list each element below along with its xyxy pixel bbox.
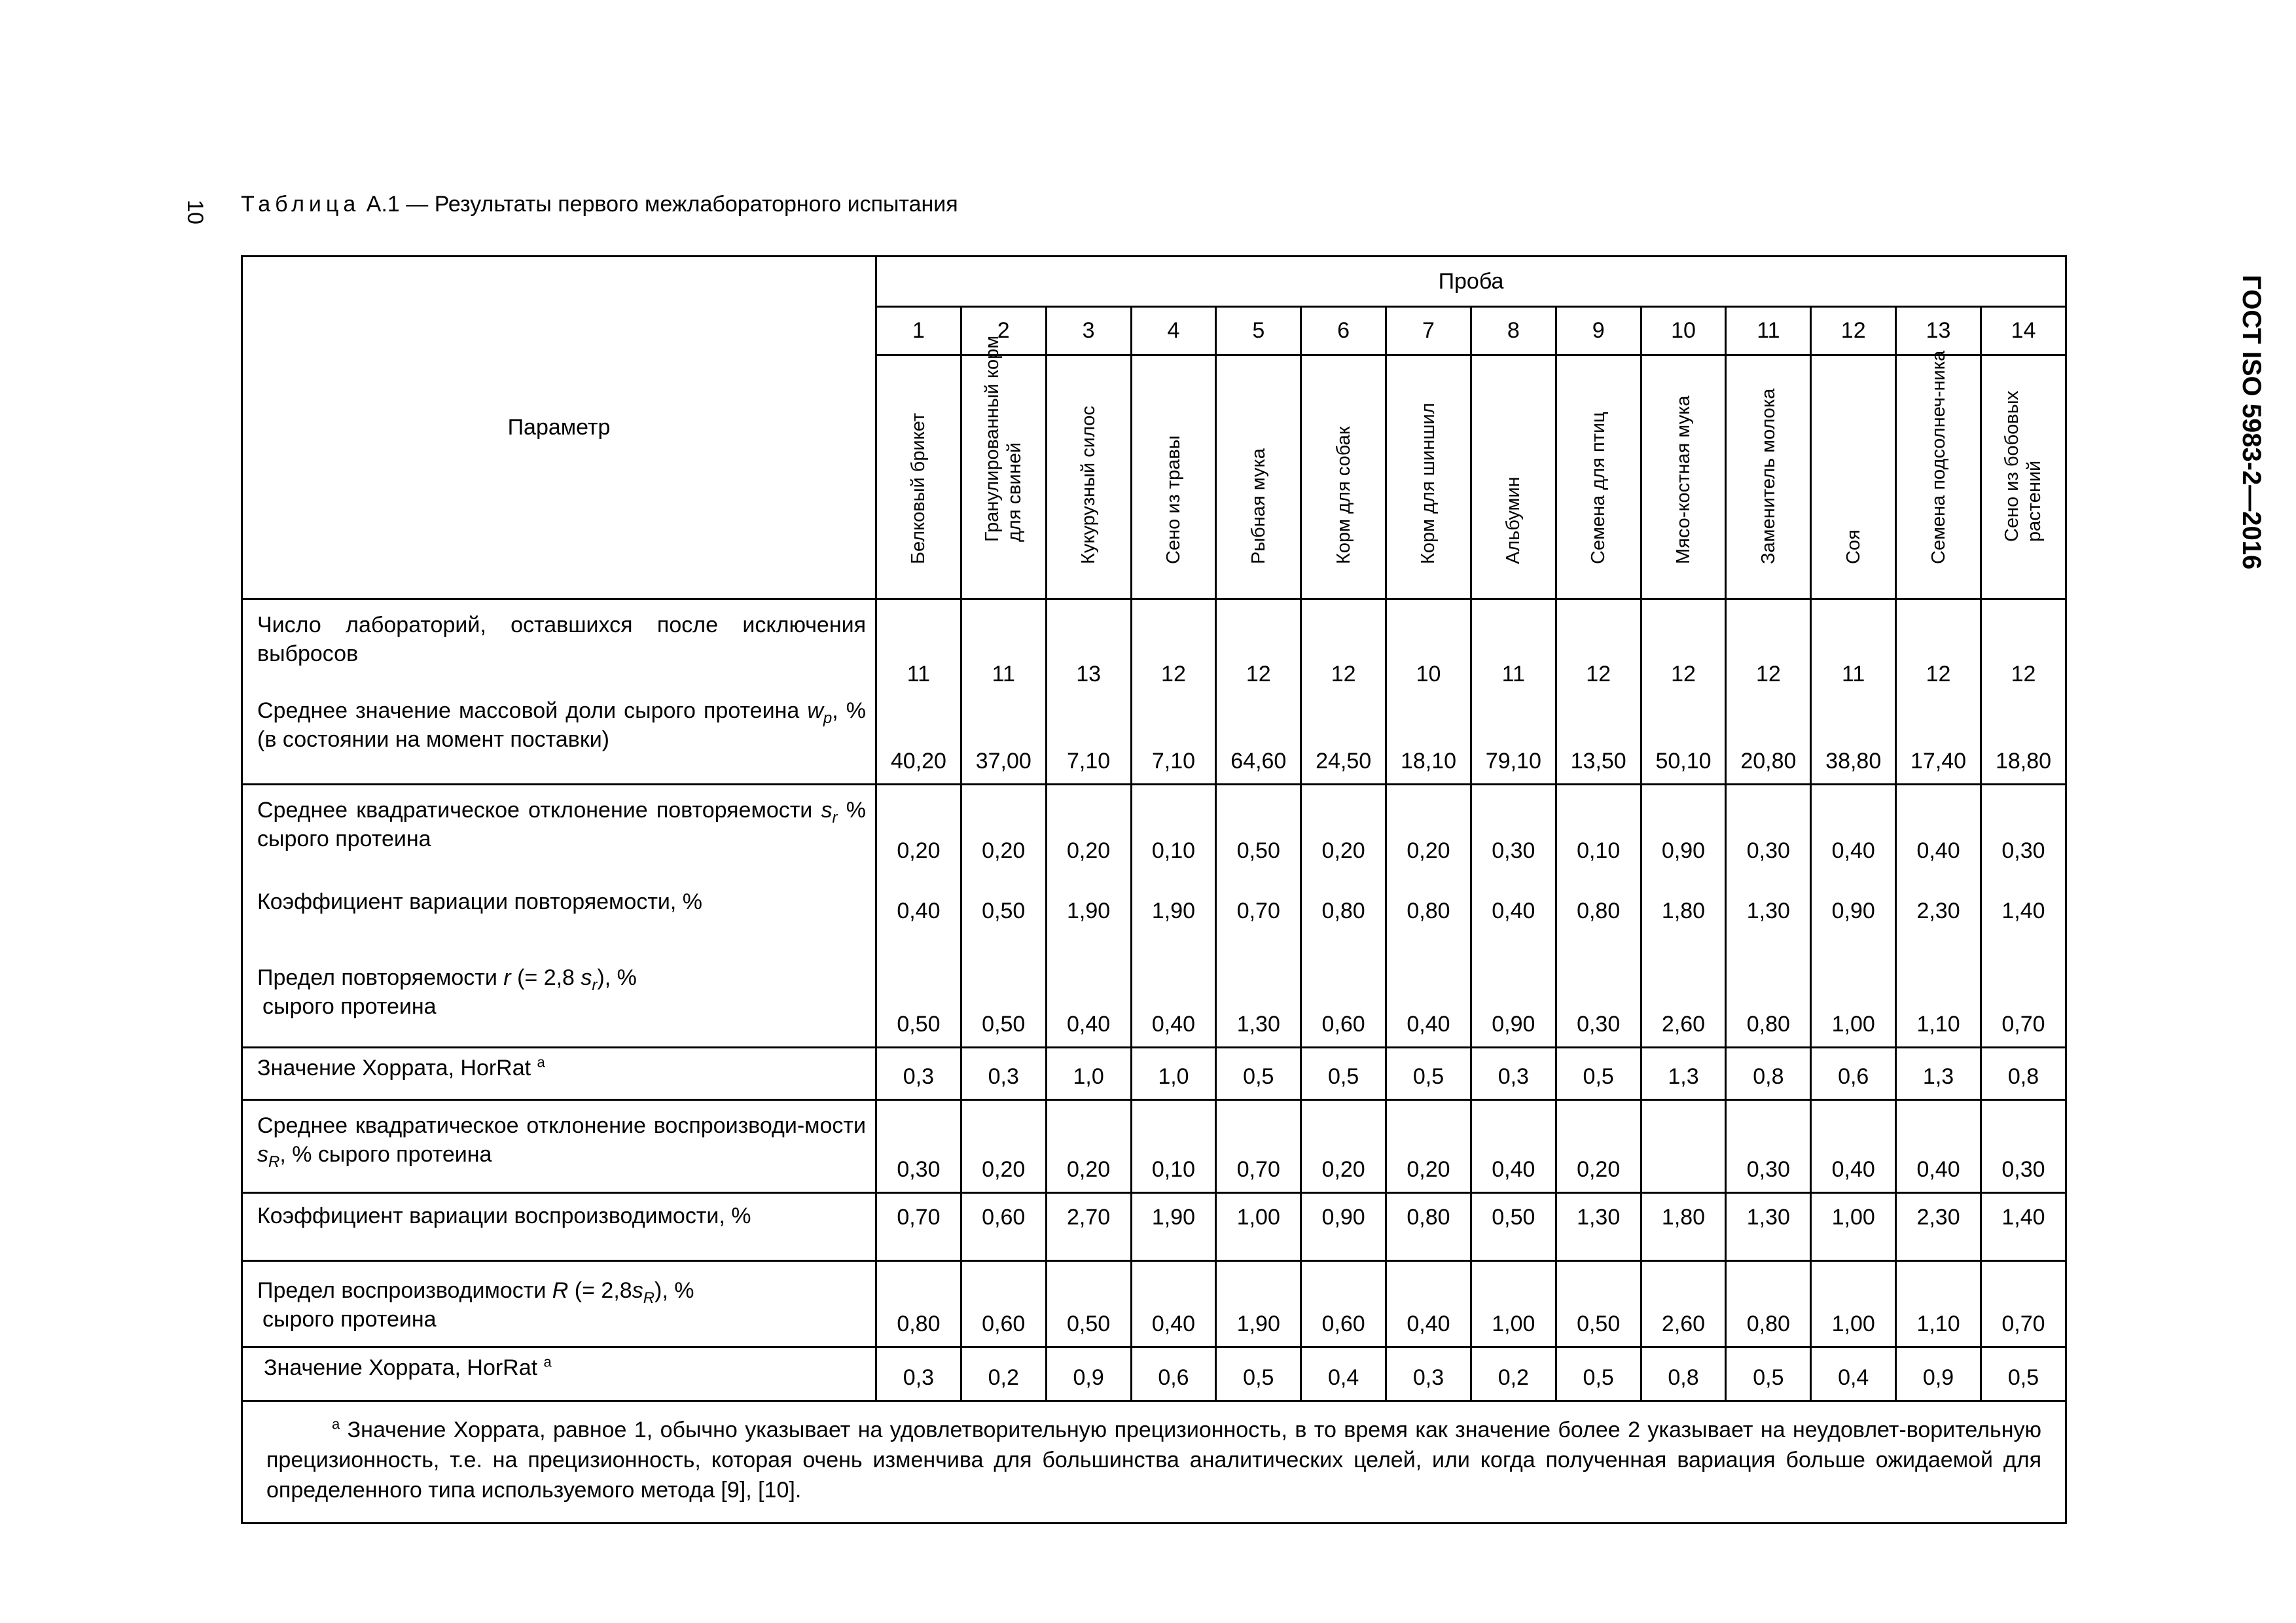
value-cell: 1,90 <box>1216 1261 1301 1347</box>
row-label: Коэффициент вариации воспроизводимости, % <box>242 1193 876 1261</box>
sample-number: 3 <box>1046 307 1131 355</box>
value-cell: 0,3 <box>1471 1048 1556 1100</box>
sample-name-cell <box>1641 355 1726 599</box>
value-cell: 0,30 <box>1556 933 1641 1048</box>
sample-name-cell <box>1556 355 1641 599</box>
caption-label: Таблица <box>241 192 361 217</box>
sample-number: 11 <box>1726 307 1811 355</box>
value-cell: 2,30 <box>1896 873 1981 933</box>
value-cell: 0,9 <box>1896 1347 1981 1401</box>
sample-number: 6 <box>1301 307 1386 355</box>
value-cell: 13 <box>1046 599 1131 696</box>
value-cell: 1,00 <box>1811 933 1896 1048</box>
value-cell: 0,60 <box>961 1261 1046 1347</box>
value-cell: 0,10 <box>1131 785 1216 873</box>
sample-name-cell <box>961 335 1046 599</box>
value-cell: 0,20 <box>1301 1100 1386 1193</box>
label-text: % сырого протеина <box>257 798 866 851</box>
value-cell: 7,10 <box>1131 696 1216 785</box>
sample-name: Кукурузный силос <box>1078 406 1100 564</box>
sample-name: Рыбная мука <box>1247 448 1269 564</box>
value-cell: 0,80 <box>1386 873 1471 933</box>
value-cell: 1,00 <box>1811 1261 1896 1347</box>
value-cell: 0,40 <box>1471 873 1556 933</box>
value-cell: 1,80 <box>1641 1193 1726 1261</box>
value-cell: 0,70 <box>1216 1100 1301 1193</box>
symbol: s <box>632 1278 643 1303</box>
value-cell: 0,20 <box>1386 1100 1471 1193</box>
row-label: Предел воспроизводимости R (= $2,8s_R$), % сырого протеина <box>242 1261 876 1347</box>
value-cell: 20,80 <box>1726 696 1811 785</box>
value-cell: 0,50 <box>961 933 1046 1048</box>
sample-number: 13 <box>1896 307 1981 355</box>
value-cell: 2,30 <box>1896 1193 1981 1261</box>
value-cell: 0,50 <box>1046 1261 1131 1347</box>
value-cell: 1,30 <box>1556 1193 1641 1261</box>
value-cell: 0,70 <box>1216 873 1301 933</box>
label-text: ), % <box>597 965 637 990</box>
value-cell: 10 <box>1386 599 1471 696</box>
value-cell: 0,50 <box>1216 785 1301 873</box>
footnote-mark: a <box>537 1054 545 1071</box>
value-cell: 0,50 <box>961 873 1046 933</box>
value-cell: 0,20 <box>1046 1100 1131 1193</box>
footnote-row <box>242 1401 2066 1524</box>
row-label: Коэффициент вариации повторяемости, % <box>242 873 876 933</box>
label-text: сырого протеина <box>262 993 437 1019</box>
footnote-text: Значение Хоррата, равное 1, обычно указывает на удовлетворительную прецизионность, в то время как значение более 2 указывает на неудовлет-ворительную прецизионность, т.е. на прецизионность, которая очень изменчива для большинства аналитических целей, или когда полученная вариация больше ожидаемой для определенного типа используемого метода [9], [10]. <box>266 1418 2041 1503</box>
value-cell: 0,80 <box>876 1261 961 1347</box>
table-row <box>242 1347 2066 1401</box>
value-cell: 1,00 <box>1811 1193 1896 1261</box>
sample-name-cell <box>876 355 961 599</box>
value-cell: 0,5 <box>1386 1048 1471 1100</box>
value-cell: 1,00 <box>1216 1193 1301 1261</box>
value-cell: 1,10 <box>1896 1261 1981 1347</box>
value-cell: 0,80 <box>1386 1193 1471 1261</box>
page-number: 10 <box>183 200 207 224</box>
sample-name-cell <box>1726 355 1811 599</box>
value-cell: 17,40 <box>1896 696 1981 785</box>
value-cell: 0,5 <box>1216 1048 1301 1100</box>
value-cell: 0,40 <box>1471 1100 1556 1193</box>
value-cell: 0,40 <box>1386 933 1471 1048</box>
label-text: (= 2,8 <box>511 965 581 990</box>
table-row <box>242 1261 2066 1347</box>
caption-text: А.1 — Результаты первого межлабораторного испытания <box>366 192 958 217</box>
sample-number: 1 <box>876 307 961 355</box>
value-cell: 11 <box>1471 599 1556 696</box>
value-cell: 12 <box>1301 599 1386 696</box>
label-text: , % (в состоянии на момент поставки) <box>257 698 867 752</box>
value-cell: 0,40 <box>1131 933 1216 1048</box>
value-cell: 11 <box>961 599 1046 696</box>
value-cell: 11 <box>1811 599 1896 696</box>
row-label: Среднее квадратическое отклонение повторяемости $s_r$ % сырого протеина <box>242 785 876 873</box>
value-cell: 1,30 <box>1726 873 1811 933</box>
sample-name-cell <box>1046 355 1131 599</box>
sample-number: 12 <box>1811 307 1896 355</box>
symbol-subscript: p <box>823 709 833 727</box>
value-cell: 0,20 <box>961 785 1046 873</box>
value-cell: 0,10 <box>1131 1100 1216 1193</box>
sample-number: 9 <box>1556 307 1641 355</box>
value-cell: 0,80 <box>1726 1261 1811 1347</box>
sample-name: Гранулированный корм для свиней <box>982 335 1026 542</box>
value-cell: 0,20 <box>961 1100 1046 1193</box>
value-cell: 0,40 <box>1896 785 1981 873</box>
value-cell: 12 <box>1556 599 1641 696</box>
value-cell: 0,8 <box>1641 1347 1726 1401</box>
value-cell: 0,40 <box>1046 933 1131 1048</box>
value-cell: 0,10 <box>1556 785 1641 873</box>
value-cell: 0,5 <box>1726 1347 1811 1401</box>
value-cell: 0,70 <box>1981 1261 2066 1347</box>
value-cell: 0,9 <box>1046 1347 1131 1401</box>
value-cell: 1,90 <box>1131 873 1216 933</box>
value-cell: 1,40 <box>1981 1193 2066 1261</box>
value-cell: 0,3 <box>961 1048 1046 1100</box>
row-label <box>242 1048 876 1100</box>
sample-name-cell <box>1301 355 1386 599</box>
symbol-subscript: r <box>592 976 598 994</box>
value-cell: 0,70 <box>876 1193 961 1261</box>
value-cell: 0,60 <box>961 1193 1046 1261</box>
value-cell: 64,60 <box>1216 696 1301 785</box>
sample-name: Соя <box>1842 529 1864 564</box>
value-cell: 0,80 <box>1301 873 1386 933</box>
sample-number: 4 <box>1131 307 1216 355</box>
value-cell: 11 <box>876 599 961 696</box>
row-label <box>242 1347 876 1401</box>
results-table <box>241 255 2067 1524</box>
value-cell: 0,5 <box>1216 1347 1301 1401</box>
sample-name: Мясо-костная мука <box>1673 395 1695 564</box>
table-caption <box>241 188 958 220</box>
value-cell: 0,4 <box>1811 1347 1896 1401</box>
value-cell: 0,5 <box>1556 1347 1641 1401</box>
symbol-subscript: R <box>643 1289 655 1307</box>
value-cell: 0,20 <box>876 785 961 873</box>
value-cell: 0,20 <box>1386 785 1471 873</box>
table-row <box>242 873 2066 933</box>
value-cell: 0,30 <box>1726 785 1811 873</box>
value-cell: 0,90 <box>1811 873 1896 933</box>
sample-name-cell <box>1131 355 1216 599</box>
row-label: Число лабораторий, оставшихся после исключения выбросов <box>242 599 876 696</box>
value-cell: 0,5 <box>1556 1048 1641 1100</box>
label-text: Значение Хоррата, HorRat <box>264 1355 544 1380</box>
sample-group-header: Проба <box>876 257 2066 307</box>
value-cell: 0,50 <box>1556 1261 1641 1347</box>
symbol: w <box>807 698 823 723</box>
value-cell: 0,40 <box>1811 1100 1896 1193</box>
label-text: Значение Хоррата, HorRat <box>257 1056 537 1080</box>
header-row-proba <box>242 257 2066 307</box>
sample-name-cell <box>1216 355 1301 599</box>
sample-name: Заменитель молока <box>1757 388 1779 564</box>
value-cell: 0,40 <box>1811 785 1896 873</box>
value-cell: 0,3 <box>876 1347 961 1401</box>
value-cell: 0,20 <box>1556 1100 1641 1193</box>
value-cell: 1,80 <box>1641 873 1726 933</box>
sample-number: 10 <box>1641 307 1726 355</box>
row-label: Предел повторяемости r (= 2,8 $s_r$), % сырого протеина <box>242 933 876 1048</box>
sample-name-cell <box>1811 355 1896 599</box>
value-cell: 13,50 <box>1556 696 1641 785</box>
value-cell: 0,3 <box>1386 1347 1471 1401</box>
sample-name: Белковый брикет <box>908 412 929 564</box>
value-cell: 0,70 <box>1981 933 2066 1048</box>
value-cell: 12 <box>1726 599 1811 696</box>
value-cell: 18,10 <box>1386 696 1471 785</box>
symbol-subscript: R <box>268 1152 280 1171</box>
table-row <box>242 1193 2066 1261</box>
value-cell: 0,30 <box>1471 785 1556 873</box>
sample-name: Корм для шиншил <box>1418 402 1439 564</box>
value-cell: 12 <box>1131 599 1216 696</box>
value-cell: 50,10 <box>1641 696 1726 785</box>
value-cell: 0,50 <box>876 933 961 1048</box>
table-row <box>242 599 2066 696</box>
footnote-mark: a <box>332 1416 340 1433</box>
table-row <box>242 933 2066 1048</box>
value-cell: 0,4 <box>1301 1347 1386 1401</box>
table-row <box>242 1100 2066 1193</box>
value-cell: 0,30 <box>876 1100 961 1193</box>
value-cell: 40,20 <box>876 696 961 785</box>
sample-name-cell <box>1471 355 1556 599</box>
symbol: s <box>581 965 592 990</box>
table-row <box>242 785 2066 873</box>
value-cell: 1,30 <box>1726 1193 1811 1261</box>
sample-name: Корм для собак <box>1333 426 1354 564</box>
value-cell: 0,8 <box>1726 1048 1811 1100</box>
value-cell: 0,30 <box>1981 785 2066 873</box>
table-row <box>242 696 2066 785</box>
value-cell: 0,40 <box>1131 1261 1216 1347</box>
value-cell: 12 <box>1896 599 1981 696</box>
value-cell: 1,90 <box>1131 1193 1216 1261</box>
value-cell: 0,3 <box>876 1048 961 1100</box>
table-row <box>242 1048 2066 1100</box>
sample-name-cell <box>1981 355 2066 599</box>
value-cell: 0,20 <box>1046 785 1131 873</box>
value-cell: 1,90 <box>1046 873 1131 933</box>
sample-number: 8 <box>1471 307 1556 355</box>
symbol: R <box>552 1278 569 1303</box>
label-text: ), % <box>655 1278 694 1303</box>
value-cell: 2,70 <box>1046 1193 1131 1261</box>
value-cell: 12 <box>1981 599 2066 696</box>
label-text: сырого протеина <box>262 1307 437 1332</box>
value-cell: 7,10 <box>1046 696 1131 785</box>
value-cell: 0,60 <box>1301 933 1386 1048</box>
footnote-mark: a <box>543 1353 552 1370</box>
value-cell: 0,2 <box>961 1347 1046 1401</box>
value-cell: 1,00 <box>1471 1261 1556 1347</box>
value-cell: 1,0 <box>1046 1048 1131 1100</box>
value-cell: 0,80 <box>1726 933 1811 1048</box>
value-cell: 0,90 <box>1641 785 1726 873</box>
value-cell: 2,60 <box>1641 1261 1726 1347</box>
value-cell: 1,10 <box>1896 933 1981 1048</box>
sample-name: Сено из бобовых растений <box>2001 390 2045 542</box>
value-cell: 0,50 <box>1471 1193 1556 1261</box>
sample-number: 14 <box>1981 307 2066 355</box>
value-cell: 0,80 <box>1556 873 1641 933</box>
results-table-container <box>241 255 2067 1524</box>
label-text: (= 2,8 <box>568 1278 632 1303</box>
standard-code: ГОСТ ISO 5983-2—2016 <box>2237 275 2266 570</box>
value-cell: 0,90 <box>1301 1193 1386 1261</box>
value-cell: 24,50 <box>1301 696 1386 785</box>
value-cell: 12 <box>1641 599 1726 696</box>
value-cell: 0,5 <box>1301 1048 1386 1100</box>
value-cell: 0,30 <box>1726 1100 1811 1193</box>
value-cell: 18,80 <box>1981 696 2066 785</box>
value-cell: 79,10 <box>1471 696 1556 785</box>
sample-name-cell <box>1386 355 1471 599</box>
value-cell: 38,80 <box>1811 696 1896 785</box>
value-cell: 0,5 <box>1981 1347 2066 1401</box>
value-cell: 1,40 <box>1981 873 2066 933</box>
sample-name-cell <box>1896 350 1981 599</box>
value-cell: 1,30 <box>1216 933 1301 1048</box>
value-cell: 0,6 <box>1131 1347 1216 1401</box>
value-cell: 1,3 <box>1896 1048 1981 1100</box>
value-cell: 0,8 <box>1981 1048 2066 1100</box>
value-cell: 0,6 <box>1811 1048 1896 1100</box>
value-cell: 0,40 <box>1896 1100 1981 1193</box>
symbol-subscript: r <box>832 808 838 827</box>
symbol: s <box>821 798 833 823</box>
sample-name: Сено из травы <box>1162 435 1184 564</box>
row-label: Среднее значение массовой доли сырого протеина $w_p$, % (в состоянии на момент поставки) <box>242 696 876 785</box>
value-cell: 0,40 <box>876 873 961 933</box>
value-cell: 37,00 <box>961 696 1046 785</box>
value-cell: 0,60 <box>1301 1261 1386 1347</box>
sample-number: 2 <box>961 307 1046 355</box>
label-text: , % сырого протеина <box>279 1142 492 1167</box>
sample-name: Семена подсолнеч-ника <box>1928 350 1949 564</box>
sample-name: Альбумин <box>1503 476 1524 564</box>
sample-name: Семена для птиц <box>1588 412 1609 564</box>
value-cell: 1,3 <box>1641 1048 1726 1100</box>
value-cell: 1,0 <box>1131 1048 1216 1100</box>
sample-number: 7 <box>1386 307 1471 355</box>
value-cell: 2,60 <box>1641 933 1726 1048</box>
value-cell: 12 <box>1216 599 1301 696</box>
footnote-cell <box>242 1401 2066 1524</box>
value-cell <box>1641 1100 1726 1193</box>
value-cell: 0,2 <box>1471 1347 1556 1401</box>
value-cell: 0,20 <box>1301 785 1386 873</box>
symbol: s <box>257 1142 268 1167</box>
sample-number: 5 <box>1216 307 1301 355</box>
symbol: r <box>503 965 511 990</box>
row-label: Среднее квадратическое отклонение воспроизводи-мости $s_R$, % сырого протеина <box>242 1100 876 1193</box>
value-cell: 0,90 <box>1471 933 1556 1048</box>
parameter-header: Параметр <box>242 257 876 599</box>
value-cell: 0,40 <box>1386 1261 1471 1347</box>
value-cell: 0,30 <box>1981 1100 2066 1193</box>
